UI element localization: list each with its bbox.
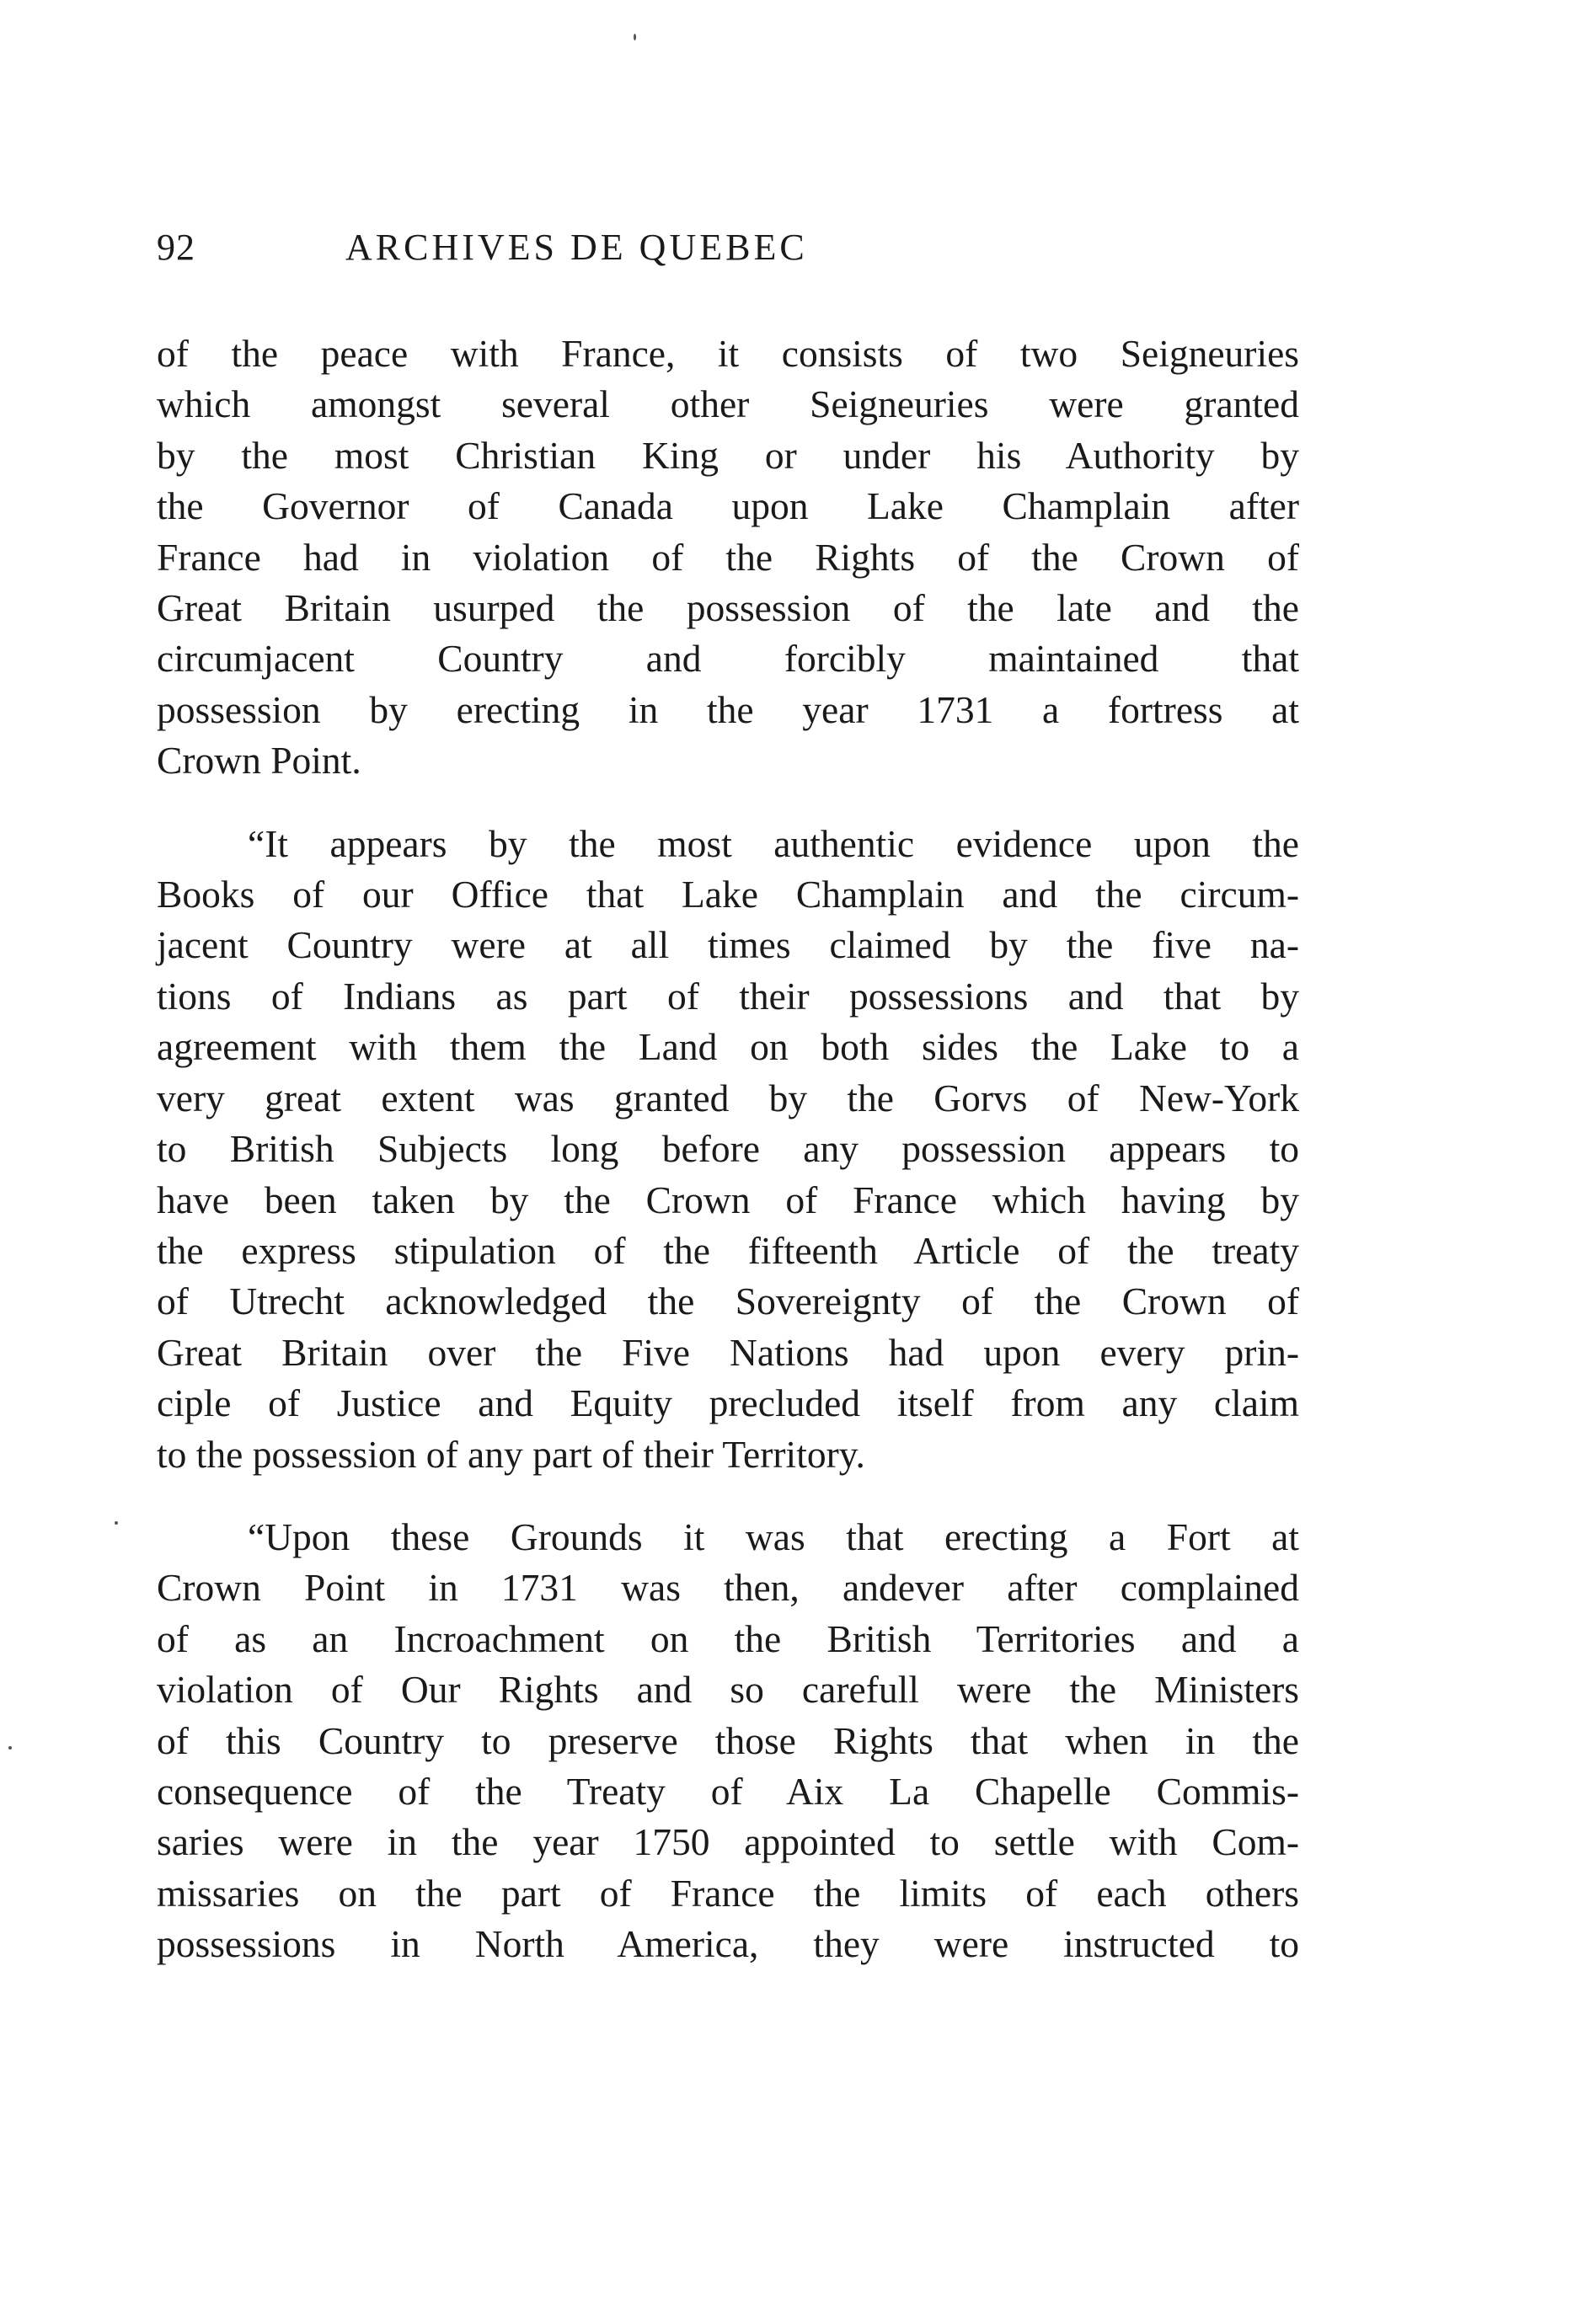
text-line: to the possession of any part of their Territory. (157, 1432, 865, 1476)
scan-speck (115, 1521, 118, 1525)
body-text (157, 329, 1299, 1970)
text-line: which amongst several other Seigneuries were granted (157, 382, 1299, 426)
text-line: Crown Point. (157, 739, 361, 783)
text-line: agreement with them the Land on both sides the Lake to a (157, 1025, 1299, 1069)
text-line: of as an Incroachment on the British Territories and a (157, 1616, 1299, 1660)
text-line: violation of Our Rights and so carefull were the Ministers (157, 1668, 1299, 1712)
scan-speck (634, 34, 636, 40)
text-line: to British Subjects long before any possession appears to (157, 1127, 1299, 1171)
text-line: jacent Country were at all times claimed by the five na- (157, 923, 1299, 967)
paragraph-2 (157, 819, 1299, 1480)
text-line: possessions in North America, they were instructed to (157, 1922, 1299, 1966)
text-line: very great extent was granted by the Gorvs of New-York (157, 1076, 1299, 1119)
text-line: Crown Point in 1731 was then, andever after complained (157, 1566, 1299, 1610)
text-line: of Utrecht acknowledged the Sovereignty of the Crown of (157, 1280, 1299, 1323)
text-line: Great Britain usurped the possession of the late and the (157, 586, 1299, 630)
text-line: “It appears by the most authentic evidence upon the (248, 821, 1299, 865)
paragraph-3 (157, 1512, 1299, 1970)
page-header (157, 226, 1299, 285)
text-line: have been taken by the Crown of France which having by (157, 1178, 1299, 1221)
paragraph-1 (157, 329, 1299, 787)
text-line: consequence of the Treaty of Aix La Chapelle Commis- (157, 1769, 1299, 1813)
text-line: of the peace with France, it consists of two Seigneuries (157, 332, 1299, 375)
text-line: ciple of Justice and Equity precluded itself from any claim (157, 1381, 1299, 1425)
text-line: circumjacent Country and forcibly maintained that (157, 637, 1299, 681)
running-head: ARCHIVES DE QUEBEC (345, 227, 808, 268)
text-line: the express stipulation of the fifteenth Article of the treaty (157, 1228, 1299, 1272)
text-line: tions of Indians as part of their possessions and that by (157, 974, 1299, 1018)
text-line: possession by erecting in the year 1731 a fortress at (157, 687, 1299, 731)
text-line: of this Country to preserve those Rights that when in the (157, 1718, 1299, 1762)
text-line: by the most Christian King or under his Authority by (157, 433, 1299, 477)
text-line: missaries on the part of France the limits of each others (157, 1871, 1299, 1915)
text-line: the Governor of Canada upon Lake Champlain after (157, 484, 1299, 528)
scan-speck (8, 1746, 12, 1750)
text-line: saries were in the year 1750 appointed to settle with Com- (157, 1820, 1299, 1864)
text-line: Great Britain over the Five Nations had upon every prin- (157, 1330, 1299, 1374)
text-line: France had in violation of the Rights of the Crown of (157, 535, 1299, 579)
text-line: Books of our Office that Lake Champlain and the circum- (157, 873, 1299, 916)
page-number: 92 (157, 227, 195, 268)
text-line: “Upon these Grounds it was that erecting a Fort at (248, 1515, 1299, 1558)
